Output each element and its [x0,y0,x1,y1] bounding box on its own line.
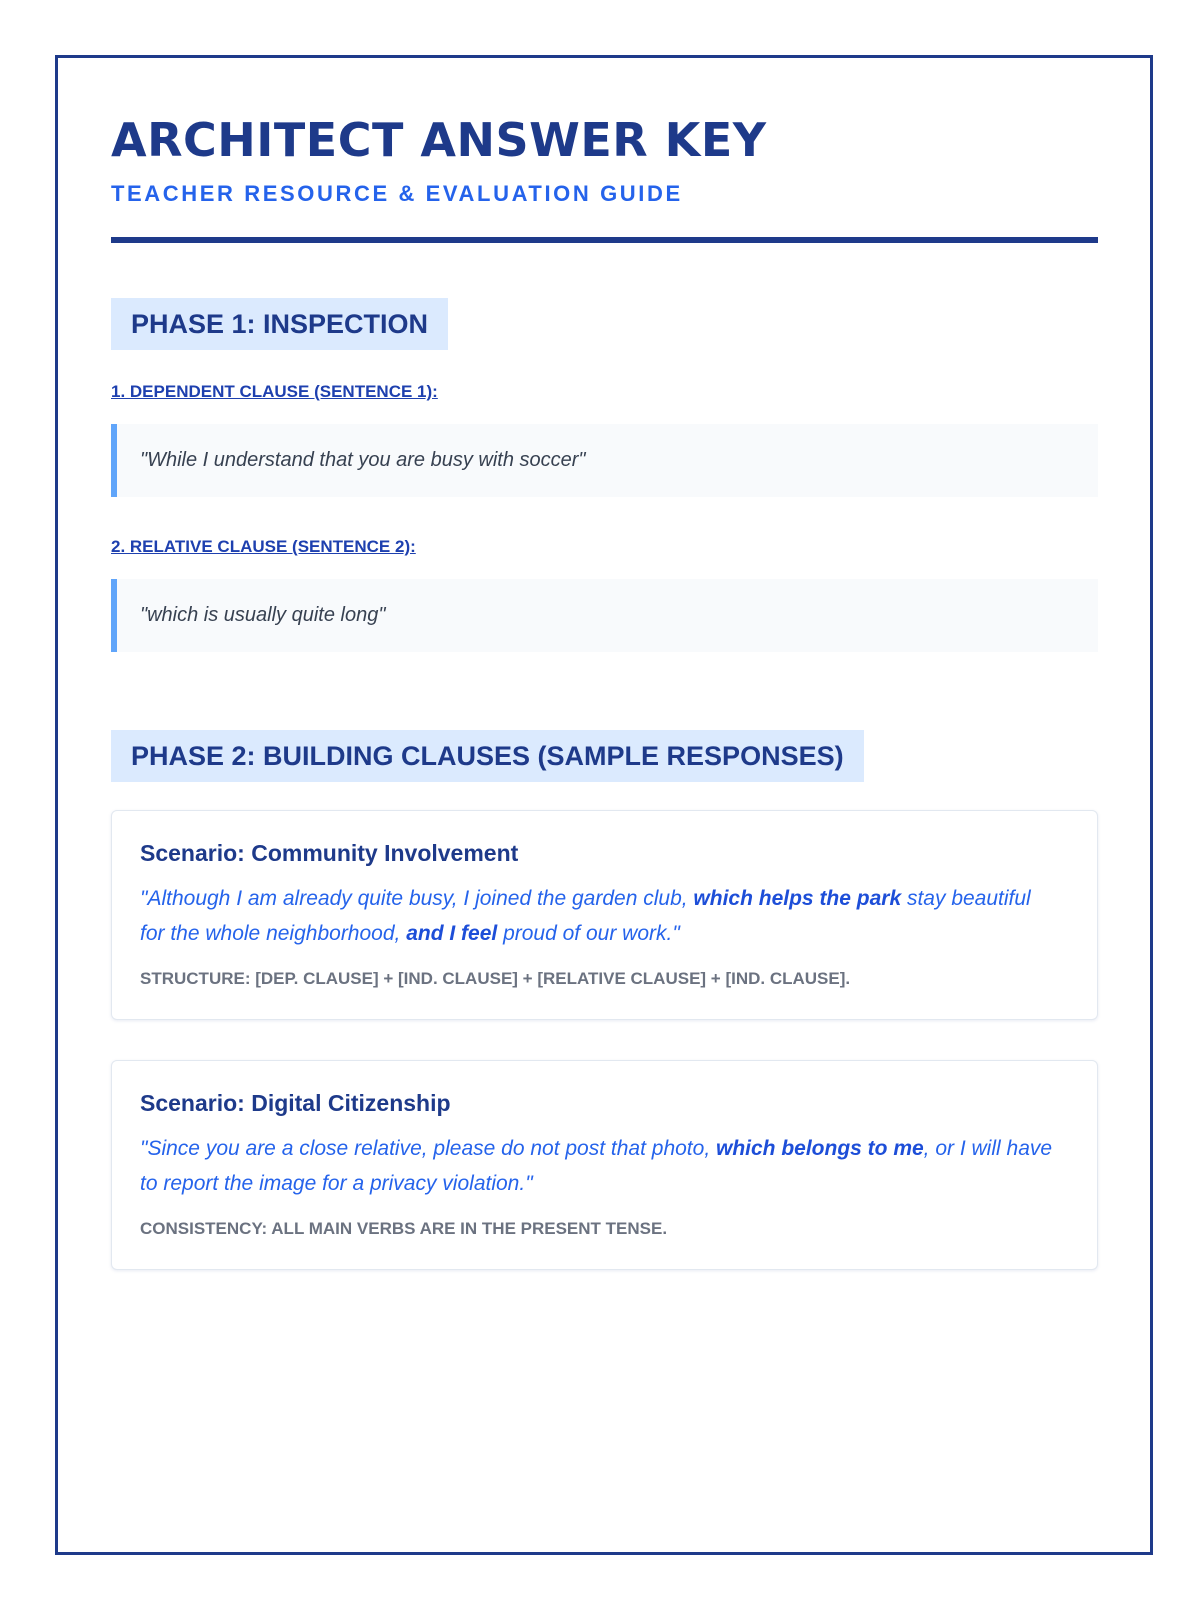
dependent-clause-text: "While I understand that you are busy with soccer" [140,449,586,471]
phase-1-heading: PHASE 1: INSPECTION [111,298,448,350]
scenario-title: Scenario: Digital Citizenship [140,1090,451,1116]
relative-clause-text: "which is usually quite long" [140,604,386,626]
dependent-clause-quote [111,424,1098,497]
scenario-title: Scenario: Community Involvement [140,840,519,866]
dependent-clause-label: 1. DEPENDENT CLAUSE (SENTENCE 1): [111,382,438,401]
sentence-text: , or I will have to report the image for a privacy violation." [140,1137,1053,1195]
sentence-highlight: which belongs to me [715,1137,924,1160]
sentence-highlight: and I feel [406,922,498,945]
page-frame [55,55,1153,1555]
scenario-sample-sentence [140,1131,1060,1201]
relative-clause-quote [111,579,1098,652]
phase-2-heading: PHASE 2: BUILDING CLAUSES (SAMPLE RESPONSES) [111,730,864,782]
answer-key-content [111,113,1098,1270]
phase-2-section [111,652,1098,1270]
relative-clause-label: 2. RELATIVE CLAUSE (SENTENCE 2): [111,537,416,556]
page-subtitle: TEACHER RESOURCE & EVALUATION GUIDE [111,181,683,206]
scenario-card-community [111,810,1098,1020]
sentence-text: "Since you are a close relative, please do not post that photo, [140,1137,716,1160]
sentence-highlight: which helps the park [693,887,902,910]
scenario-consistency-note: CONSISTENCY: ALL MAIN VERBS ARE IN THE PRESENT TENSE. [140,1219,668,1238]
sentence-text: proud of our work." [497,922,680,945]
scenario-structure-note: STRUCTURE: [DEP. CLAUSE] + [IND. CLAUSE] + [RELATIVE CLAUSE] + [IND. CLAUSE]. [140,969,851,988]
phase-1-section [111,243,1098,652]
sentence-text: stay beautiful for the whole neighborhood, [140,887,1031,945]
scenario-card-digital [111,1060,1098,1270]
scenario-sample-sentence [140,881,1060,951]
page-title: ARCHITECT ANSWER KEY [111,113,767,167]
sentence-text: "Although I am already quite busy, I joined the garden club, [140,887,694,910]
